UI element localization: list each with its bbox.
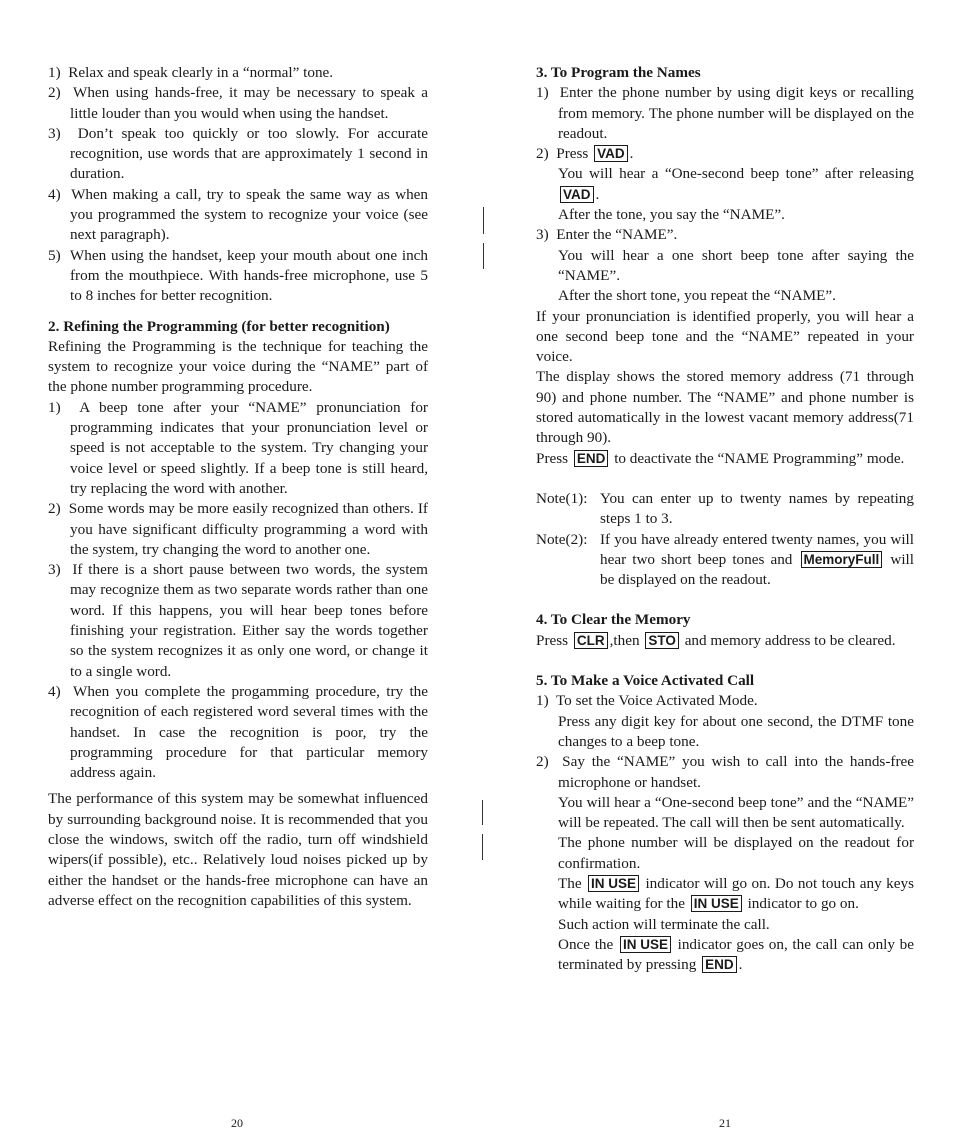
sto-key: STO (645, 632, 679, 649)
program-step-2 (536, 144, 914, 164)
program-step-3: 3) Enter the “NAME”. (536, 226, 678, 244)
section-2-number: 2. (48, 317, 60, 335)
step-2-c-mid: indicator will go on. Do not touch any keys while waiting for the (558, 874, 914, 913)
step-2-a-end: . (595, 185, 600, 203)
section-2-intro: Refining the Programming is the technique for teaching the system to recognize your voice during the “NAME” part of the phone number programming procedure. (48, 337, 428, 396)
tip-5: 5) When using the handset, keep your mouth about one inch from the mouthpiece. With hands-free microphone, use 5 to 8 inches for better recognition. (48, 246, 428, 305)
call-step-2: 2) Say the “NAME” you wish to call into the hands-free microphone or handset. (536, 753, 914, 791)
section-4-number: 4. (536, 611, 548, 629)
call-step-2-c (536, 874, 914, 915)
step-2-c-pre: The (558, 874, 587, 892)
memory-full-indicator: MemoryFull (801, 551, 883, 568)
in-use-indicator: IN USE (588, 875, 639, 892)
gutter-mark (482, 800, 483, 825)
clr-key: CLR (574, 632, 608, 649)
end-key: END (702, 956, 737, 973)
step-2-text: 2) Press (536, 145, 593, 163)
end-key: END (574, 450, 609, 467)
section-3-heading (536, 63, 914, 83)
call-step-1: 1) To set the Voice Activated Mode. (536, 692, 758, 710)
note-2-post: will be displayed on the readout. (600, 550, 914, 589)
clear-end-text: and memory address to be cleared. (680, 631, 896, 649)
clear-then-text: ,then (609, 631, 644, 649)
refine-item-4: 4) When you complete the progamming procedure, try the recognition of each registered word several times with the handset. In case the recognition is poor, try the programming procedure for that particular memory address again. (48, 682, 428, 782)
step-2-e-pre: Once the (558, 935, 618, 953)
step-2-e-post: . (738, 956, 743, 974)
section-5-heading (536, 671, 914, 691)
program-step-3-b: After the short tone, you repeat the “NAME”. (558, 287, 836, 305)
page-number-left: 20 (231, 1116, 243, 1130)
left-page (48, 63, 428, 911)
note-1-text: You can enter up to twenty names by repeating steps 1 to 3. (600, 489, 914, 528)
note-2-label: Note(2): (536, 530, 588, 548)
step-2-end: . (629, 145, 634, 163)
section-3-number: 3. (536, 64, 548, 81)
refine-item-3: 3) If there is a short pause between two words, the system may recognize them as two separate words rather than one word. If this happens, you will hear beep tones before finishing your registration. Either say the words together so the system recognizes it as only one word, or change it to a single word. (48, 561, 428, 680)
section-5-title: To Make a Voice Activated Call (550, 672, 755, 690)
in-use-indicator: IN USE (691, 895, 742, 912)
program-step-1: 1) Enter the phone number by using digit keys or recalling from memory. The phone number will be displayed on the readout. (536, 84, 914, 142)
call-step-1-a: Press any digit key for about one second, the DTMF tone changes to a beep tone. (558, 712, 914, 750)
display-paragraph: The display shows the stored memory address (71 through 90) and phone number. The “NAME” and phone number is stored automatically in the lowest vacant memory address(71 through 90). (536, 368, 914, 447)
section-4-title: To Clear the Memory (550, 611, 691, 629)
page-number-right: 21 (719, 1116, 731, 1130)
program-step-2-b: After the tone, you say the “NAME”. (558, 206, 785, 224)
program-step-2-a (536, 164, 914, 205)
right-page (536, 63, 914, 975)
call-step-2-d: Such action will terminate the call. (558, 915, 770, 933)
step-2-c-post: indicator to go on. (743, 895, 859, 913)
gutter-mark (483, 207, 484, 234)
call-step-2-e (536, 935, 914, 976)
identified-paragraph: If your pronunciation is identified properly, you will hear a one second beep tone and the “NAME” repeated in your voice. (536, 307, 914, 366)
tip-4: 4) When making a call, try to speak the same way as when you programmed the system to recognize your voice (see next paragraph). (48, 185, 428, 244)
section-2-title: Refining the Programming (for better recognition) (63, 317, 390, 335)
gutter-mark (483, 243, 484, 269)
section-4-heading (536, 610, 914, 630)
section-5-number: 5. (536, 672, 548, 690)
note-2-text (600, 530, 914, 591)
deactivate-paragraph (536, 449, 914, 469)
note-1-label: Note(1): (536, 489, 588, 507)
tip-2: 2) When using hands-free, it may be necessary to speak a little louder than you would when using the handset. (48, 84, 428, 122)
note-1 (536, 489, 914, 530)
call-step-2-b: The phone number will be displayed on the readout for confirmation. (558, 834, 914, 872)
section-3-title: To Program the Names (550, 64, 701, 81)
tip-3: 3) Don’t speak too quickly or too slowly. For accurate recognition, use words that are approximately 1 second in duration. (48, 124, 428, 183)
gutter-mark (482, 834, 483, 860)
press-text: Press (536, 449, 572, 467)
refine-item-1: 1) A beep tone after your “NAME” pronunciation for programming indicates that your pronunciation level or speed is not acceptable to the system. Try changing your voice level or speed slightly. If a beep tone is still heard, try replacing the word with another. (48, 398, 428, 497)
note-2-pre: If you have already entered twenty names, you will hear two short beep tones and (600, 530, 914, 568)
performance-paragraph: The performance of this system may be somewhat influenced by surrounding background noise. It is recommended that you close the windows, switch off the radio, turn off windshield wipers(if possible), etc.. Relatively loud noises picked up by either the handset or the hands-free microphone can have an adverse effect on the recognition capabilities of this system. (48, 790, 428, 909)
deactivate-text: to deactivate the “NAME Programming” mode. (610, 449, 905, 467)
refine-item-2: 2) Some words may be more easily recognized than others. If you have significant difficulty programming a word with the system, try changing the word to another one. (48, 500, 428, 558)
call-step-2-a: You will hear a “One-second beep tone” and the “NAME” will be repeated. The call will then be sent automatically. (558, 793, 914, 832)
section-2-heading (48, 317, 428, 337)
program-step-3-a: You will hear a one short beep tone after saying the “NAME”. (558, 246, 914, 284)
tip-1: 1) Relax and speak clearly in a “normal” tone. (48, 64, 334, 81)
note-2 (536, 530, 914, 591)
vad-key: VAD (594, 145, 628, 162)
clear-memory-paragraph (536, 631, 914, 651)
step-2-e-mid: indicator goes on, the call can only be terminated by pressing (558, 935, 914, 974)
clear-press-text: Press (536, 631, 572, 649)
step-2-a-text: You will hear a “One-second beep tone” after releasing (558, 165, 914, 183)
in-use-indicator: IN USE (620, 936, 671, 953)
vad-key: VAD (560, 186, 594, 203)
